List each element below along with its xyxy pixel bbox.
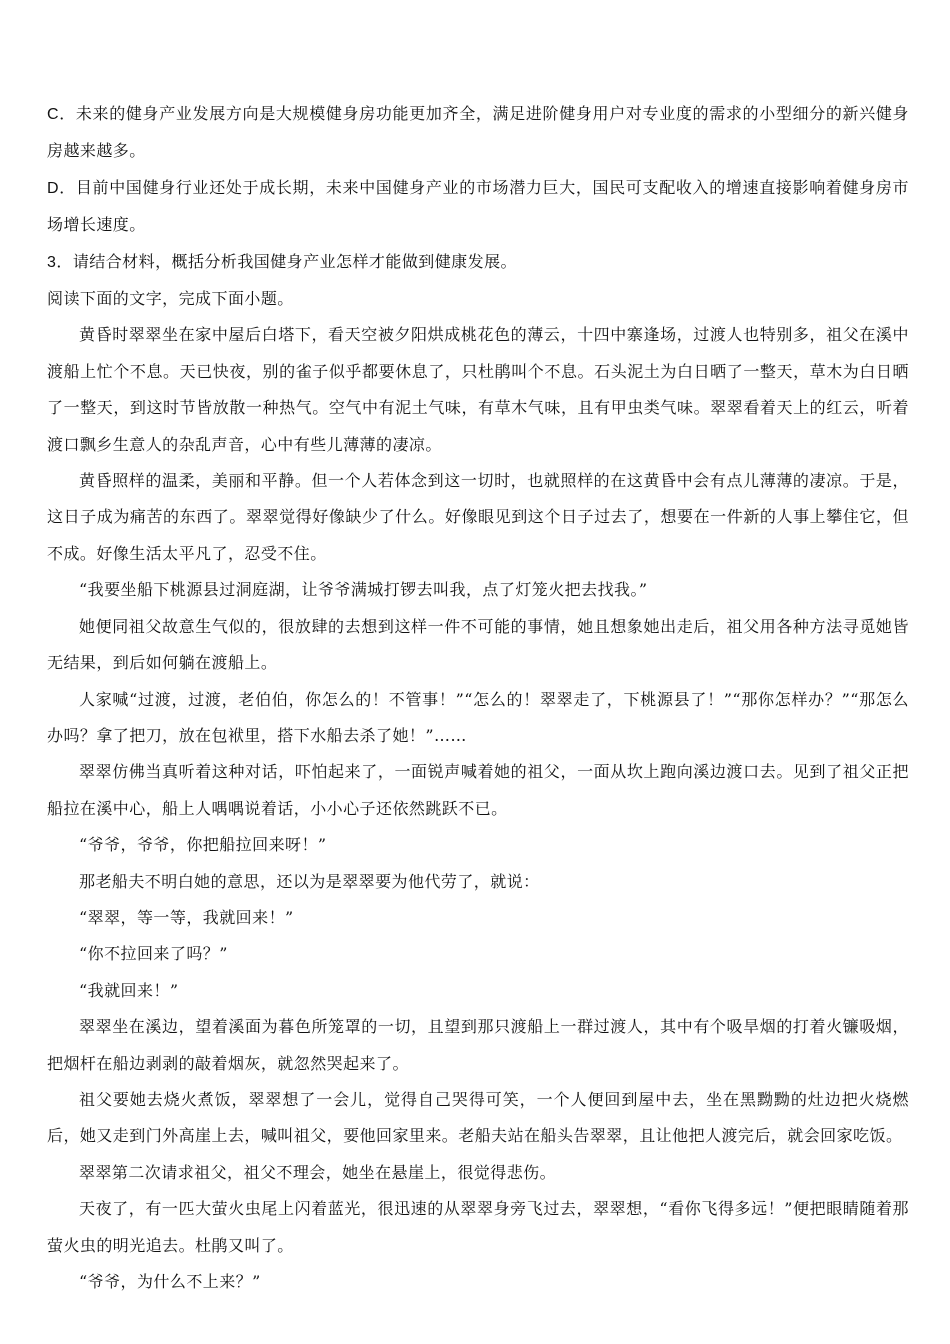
option-d-label: D． [47,179,76,197]
reading-paragraph: 翠翠第二次请求祖父，祖父不理会，她坐在悬崖上，很觉得悲伤。 [79,1162,557,1182]
reading-paragraph: “翠翠，等一等，我就回来！” [79,907,294,927]
reading-paragraph: 祖父要她去烧火煮饭，翠翠想了一会儿，觉得自己哭得可笑，一个人便回到屋中去，坐在黑黝黝的灶边把火烧燃后，她又走到门外高崖上去，喊叫祖父，要他回家里来。老船夫站在船头告翠翠，且让他把人渡完后，就会回家吃饭。 [47,1089,909,1146]
reading-paragraph: 黄昏时翠翠坐在家中屋后白塔下，看天空被夕阳烘成桃花色的薄云，十四中寨逢场，过渡人也特别多，祖父在溪中渡船上忙个不息。天已快夜，别的雀子似乎都要休息了，只杜鹃叫个不息。石头泥土为白日晒了一整天，草木为白日晒了一整天，到这时节皆放散一种热气。空气中有泥土气味，有草木气味，且有甲虫类气味。翠翠看着天上的红云，听着渡口飘乡生意人的杂乱声音，心中有些儿薄薄的凄凉。 [47,325,909,454]
question-3-number: 3． [47,253,73,271]
option-c-label: C． [47,106,76,123]
reading-paragraph: 翠翠坐在溪边，望着溪面为暮色所笼罩的一切，且望到那只渡船上一群过渡人，其中有个吸旱烟的打着火镰吸烟，把烟杆在船边剥剥的敲着烟灰，就忽然哭起来了。 [47,1017,909,1073]
reading-paragraph: “我要坐船下桃源县过洞庭湖，让爷爷满城打锣去叫我，点了灯笼火把去找我。” [79,580,648,600]
question-3 [47,244,909,281]
reading-paragraph: “你不拉回来了吗？” [79,944,228,964]
reading-paragraph: 翠翠仿佛当真听着这种对话，吓怕起来了，一面锐声喊着她的祖父，一面从坎上跑向溪边渡口去。见到了祖父正把船拉在溪中心，船上人喁喁说着话，小小心子还依然跳跃不已。 [47,762,909,818]
reading-paragraph: “爷爷，爷爷，你把船拉回来呀！” [79,835,327,855]
reading-paragraph: “我就回来！” [79,980,179,1000]
reading-instruction: 阅读下面的文字，完成下面小题。 [47,289,294,309]
option-d [47,170,909,244]
reading-paragraph: 人家喊“过渡，过渡，老伯伯，你怎么的！不管事！”“怎么的！翠翠走了，下桃源县了！”“那你怎样办？”“那怎么办吗？拿了把刀，放在包袱里，搭下水船去杀了她！”…… [47,689,909,745]
question-3-text: 请结合材料，概括分析我国健身产业怎样才能做到健康发展。 [72,251,517,271]
reading-paragraph: 天夜了，有一匹大萤火虫尾上闪着蓝光，很迅速的从翠翠身旁飞过去，翠翠想，“看你飞得多远！”便把眼睛随着那萤火虫的明光追去。杜鹃又叫了。 [47,1199,909,1255]
reading-paragraph: 那老船夫不明白她的意思，还以为是翠翠要为他代劳了，就说： [79,871,540,891]
reading-paragraph: 黄昏照样的温柔，美丽和平静。但一个人若体念到这一切时，也就照样的在这黄昏中会有点儿薄薄的凄凉。于是，这日子成为痛苦的东西了。翠翠觉得好像缺少了什么。好像眼见到这个日子过去了，想要在一件新的人事上攀住它，但不成。好像生活太平凡了，忍受不住。 [47,471,909,563]
option-c-text: 未来的健身产业发展方向是大规模健身房功能更加齐全，满足进阶健身用户对专业度的需求的小型细分的新兴健身房越来越多。 [47,104,909,161]
reading-paragraph: 她便同祖父故意生气似的，很放肆的去想到这样一件不可能的事情，她且想象她出走后，祖父用各种方法寻觅她皆无结果，到后如何躺在渡船上。 [47,616,909,673]
document-page [47,96,909,1300]
reading-paragraph: “爷爷，为什么不上来？” [79,1272,261,1291]
option-c [47,96,909,170]
option-d-text: 目前中国健身行业还处于成长期，未来中国健身产业的市场潜力巨大，国民可支配收入的增速直接影响着健身房市场增长速度。 [47,177,909,235]
